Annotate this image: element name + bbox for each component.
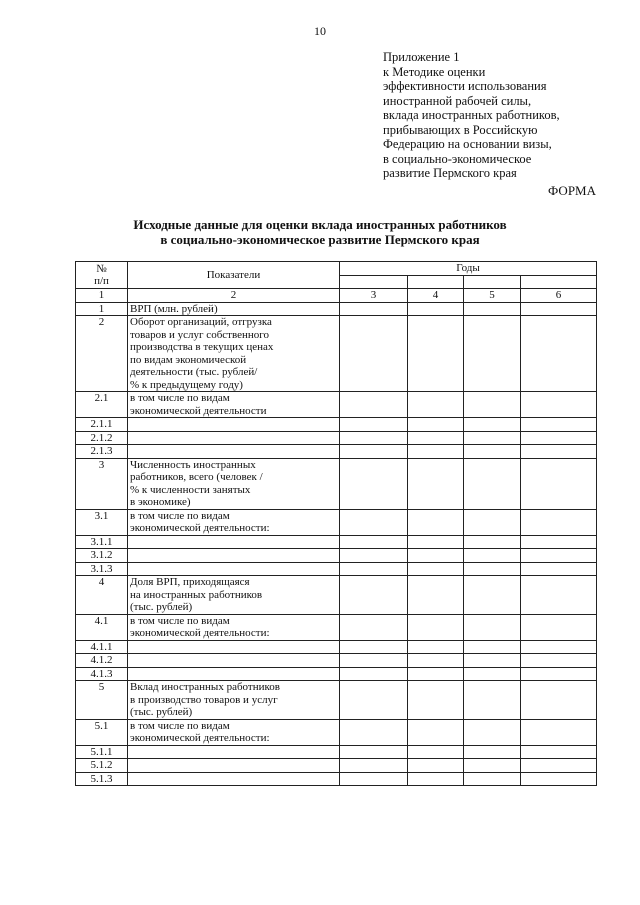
year-value-cell [521, 392, 597, 418]
year-value-cell [464, 681, 521, 720]
year-value-cell [340, 535, 408, 549]
year-value-cell [340, 392, 408, 418]
year-value-cell [464, 719, 521, 745]
year-value-cell [340, 445, 408, 459]
appendix-line: иностранной рабочей силы, [383, 93, 532, 108]
indicator-line: товаров и услуг собственного [130, 328, 269, 341]
table-row [76, 431, 597, 445]
page-number: 10 [314, 24, 326, 38]
indicator-line: Численность иностранных [130, 458, 256, 471]
year-value-cell [340, 667, 408, 681]
year-value-cell [408, 759, 464, 773]
indicator-cell [128, 392, 340, 418]
year-value-cell [521, 654, 597, 668]
row-number: 4.1 [76, 614, 128, 640]
indicator-cell [128, 418, 340, 432]
table-row [76, 745, 597, 759]
year-value-cell [408, 667, 464, 681]
table-row [76, 576, 597, 615]
indicator-cell [128, 302, 340, 316]
row-number: 5.1.3 [76, 772, 128, 786]
table-row [76, 772, 597, 786]
year-value-cell [408, 316, 464, 392]
col-number: 6 [521, 289, 597, 303]
year-value-cell [521, 458, 597, 509]
year-value-cell [340, 681, 408, 720]
year-value-cell [408, 418, 464, 432]
year-value-cell [521, 562, 597, 576]
indicator-cell [128, 681, 340, 720]
year-value-cell [464, 667, 521, 681]
indicator-cell [128, 759, 340, 773]
year-value-cell [464, 759, 521, 773]
table-row [76, 302, 597, 316]
year-value-cell [464, 562, 521, 576]
indicator-line: на иностранных работников [130, 588, 263, 601]
row-number: 4.1.2 [76, 654, 128, 668]
table-row [76, 562, 597, 576]
header-indicators: Показатели [128, 262, 340, 289]
header-num-line2: п/п [94, 275, 109, 287]
row-number: 4.1.3 [76, 667, 128, 681]
indicator-line: экономической деятельности [130, 404, 267, 417]
appendix-line: Приложение 1 [383, 50, 460, 64]
appendix-line: Федерацию на основании визы, [383, 137, 552, 151]
col-number: 1 [76, 289, 128, 303]
year-value-cell [464, 445, 521, 459]
year-value-cell [408, 431, 464, 445]
indicator-line: в том числе по видам [130, 719, 230, 732]
indicator-cell [128, 614, 340, 640]
indicator-cell [128, 745, 340, 759]
year-value-cell [464, 614, 521, 640]
header-years: Годы [340, 262, 597, 276]
year-value-cell [521, 681, 597, 720]
year-value-cell [408, 719, 464, 745]
row-number: 4.1.1 [76, 640, 128, 654]
table-row [76, 681, 597, 720]
row-number: 5.1.2 [76, 759, 128, 773]
year-value-cell [464, 549, 521, 563]
form-label: ФОРМА [548, 183, 596, 198]
year-value-cell [340, 640, 408, 654]
row-number: 2.1.1 [76, 418, 128, 432]
year-value-cell [340, 772, 408, 786]
header-num [76, 262, 128, 289]
table-row [76, 719, 597, 745]
appendix-line: к Методике оценки [383, 64, 486, 79]
indicators-table [75, 261, 597, 786]
year-value-cell [521, 772, 597, 786]
year-value-cell [408, 745, 464, 759]
indicator-cell [128, 316, 340, 392]
row-number: 3.1.3 [76, 562, 128, 576]
year-value-cell [340, 418, 408, 432]
year-value-cell [464, 772, 521, 786]
row-number: 2.1 [76, 392, 128, 418]
row-number: 3 [76, 458, 128, 509]
indicator-cell [128, 509, 340, 535]
indicator-line: (тыс. рублей) [130, 706, 193, 718]
table-row [76, 418, 597, 432]
indicator-line: работников, всего (человек / [130, 471, 263, 483]
row-number: 3.1 [76, 509, 128, 535]
year-value-cell [408, 392, 464, 418]
row-number: 2 [76, 316, 128, 392]
indicator-line: экономической деятельности: [130, 627, 270, 639]
indicator-cell [128, 719, 340, 745]
appendix-note [383, 50, 560, 181]
year-value-cell [340, 509, 408, 535]
year-value-cell [340, 614, 408, 640]
year-value-cell [408, 640, 464, 654]
indicator-cell [128, 640, 340, 654]
appendix-line: прибывающих в Российскую [383, 122, 538, 137]
indicator-line: в том числе по видам [130, 509, 230, 522]
indicator-line: Вклад иностранных работников [130, 681, 280, 693]
year-value-cell [340, 562, 408, 576]
indicator-line: % к предыдущему году) [130, 378, 243, 391]
table-row [76, 654, 597, 668]
row-number: 5.1.1 [76, 745, 128, 759]
year-value-cell [464, 509, 521, 535]
year-value-cell [521, 576, 597, 615]
year-value-cell [464, 458, 521, 509]
year-value-cell [340, 759, 408, 773]
row-number: 2.1.3 [76, 445, 128, 459]
indicator-line: производства в текущих ценах [130, 341, 274, 353]
year-value-cell [340, 316, 408, 392]
indicator-line: в экономике) [130, 496, 191, 508]
indicator-line: в производство товаров и услуг [130, 693, 278, 706]
year-value-cell [408, 549, 464, 563]
year-value-cell [521, 316, 597, 392]
year-value-cell [340, 654, 408, 668]
year-value-cell [340, 745, 408, 759]
indicator-line: экономической деятельности: [130, 522, 270, 534]
document-title [0, 217, 640, 247]
header-year-cell [340, 275, 408, 288]
year-value-cell [340, 576, 408, 615]
header-num-line1: № [96, 263, 107, 275]
indicator-line: по видам экономической [130, 353, 247, 366]
header-year-cell [521, 275, 597, 288]
indicator-line: экономической деятельности: [130, 732, 270, 744]
year-value-cell [408, 302, 464, 316]
header-year-cell [408, 275, 464, 288]
year-value-cell [521, 719, 597, 745]
year-value-cell [408, 509, 464, 535]
indicator-line: в том числе по видам [130, 392, 230, 404]
table-row [76, 316, 597, 392]
row-number: 2.1.2 [76, 431, 128, 445]
table-row [76, 667, 597, 681]
table-body [76, 302, 597, 786]
year-value-cell [521, 614, 597, 640]
appendix-line: эффективности использования [383, 79, 547, 93]
col-number: 4 [408, 289, 464, 303]
indicator-cell [128, 667, 340, 681]
row-number: 3.1.2 [76, 549, 128, 563]
year-value-cell [464, 576, 521, 615]
col-number: 3 [340, 289, 408, 303]
year-value-cell [340, 458, 408, 509]
indicator-cell [128, 535, 340, 549]
row-number: 4 [76, 576, 128, 615]
indicator-cell [128, 772, 340, 786]
year-value-cell [521, 640, 597, 654]
indicator-line: % к численности занятых [130, 483, 251, 496]
year-value-cell [408, 681, 464, 720]
indicator-cell [128, 562, 340, 576]
year-value-cell [521, 431, 597, 445]
year-value-cell [340, 549, 408, 563]
table-row [76, 759, 597, 773]
year-value-cell [521, 509, 597, 535]
year-value-cell [464, 640, 521, 654]
year-value-cell [408, 562, 464, 576]
col-number: 2 [128, 289, 340, 303]
col-number: 5 [464, 289, 521, 303]
year-value-cell [464, 392, 521, 418]
year-value-cell [521, 667, 597, 681]
indicator-line: Оборот организаций, отгрузка [130, 316, 272, 328]
year-value-cell [340, 719, 408, 745]
indicator-line: в том числе по видам [130, 614, 230, 627]
year-value-cell [464, 535, 521, 549]
row-number: 5.1 [76, 719, 128, 745]
table-row [76, 614, 597, 640]
appendix-line: развитие Пермского края [383, 166, 517, 180]
table-row [76, 535, 597, 549]
year-value-cell [464, 316, 521, 392]
title-line-2: в социально-экономическое развитие Пермского края [160, 232, 480, 247]
table-row [76, 549, 597, 563]
table-row [76, 445, 597, 459]
year-value-cell [464, 302, 521, 316]
year-value-cell [521, 759, 597, 773]
year-value-cell [408, 576, 464, 615]
row-number: 5 [76, 681, 128, 720]
appendix-line: вклада иностранных работников, [383, 108, 560, 122]
year-value-cell [464, 745, 521, 759]
year-value-cell [408, 772, 464, 786]
year-value-cell [521, 302, 597, 316]
table-row [76, 392, 597, 418]
year-value-cell [408, 535, 464, 549]
indicator-cell [128, 445, 340, 459]
indicator-cell [128, 654, 340, 668]
year-value-cell [521, 549, 597, 563]
header-year-cell [464, 275, 521, 288]
year-value-cell [408, 445, 464, 459]
table-row [76, 458, 597, 509]
indicator-line: деятельности (тыс. рублей/ [130, 366, 258, 378]
year-value-cell [521, 418, 597, 432]
year-value-cell [408, 614, 464, 640]
title-line-1: Исходные данные для оценки вклада иностранных работников [133, 217, 507, 232]
year-value-cell [464, 418, 521, 432]
appendix-line: в социально-экономическое [383, 151, 532, 166]
row-number: 3.1.1 [76, 535, 128, 549]
indicator-line: Доля ВРП, приходящаяся [130, 576, 250, 588]
year-value-cell [464, 654, 521, 668]
year-value-cell [521, 445, 597, 459]
year-value-cell [464, 431, 521, 445]
indicator-cell [128, 458, 340, 509]
table-row [76, 640, 597, 654]
indicator-line: (тыс. рублей) [130, 601, 193, 613]
row-number: 1 [76, 302, 128, 316]
indicator-cell [128, 576, 340, 615]
indicator-line: ВРП (млн. рублей) [130, 302, 218, 315]
year-value-cell [521, 535, 597, 549]
year-value-cell [521, 745, 597, 759]
indicator-cell [128, 549, 340, 563]
indicator-cell [128, 431, 340, 445]
year-value-cell [340, 431, 408, 445]
year-value-cell [408, 458, 464, 509]
table-row [76, 509, 597, 535]
year-value-cell [408, 654, 464, 668]
year-value-cell [340, 302, 408, 316]
